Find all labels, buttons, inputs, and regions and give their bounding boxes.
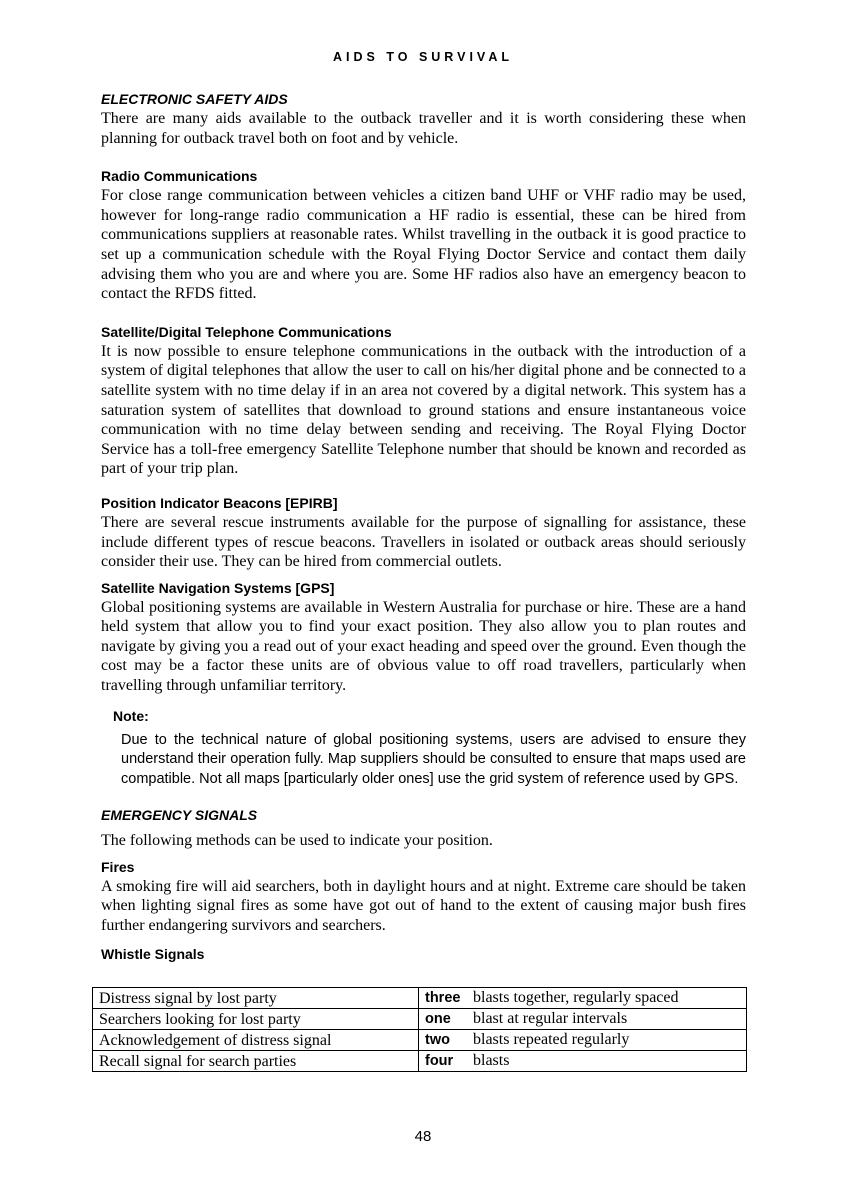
section-title-electronic-safety-aids: ELECTRONIC SAFETY AIDS — [101, 91, 288, 107]
radio-paragraph: For close range communication between vehicles a citizen band UHF or VHF radio may be used, however for long-range radio communication a HF radio is essential, these can be hired from communications suppliers at reasonable rates. Whilst travelling in the outback it is good practice to set up a communication schedule with the Royal Flying Doctor Service and contact them daily advising them who you are and where you are. Some HF radios also have an emergency beacon to contact the RFDS fitted. — [101, 187, 746, 303]
subheading-gps: Satellite Navigation Systems [GPS] — [101, 579, 335, 596]
note-label: Note: — [113, 707, 149, 724]
running-head: AIDS TO SURVIVAL — [333, 50, 513, 64]
subheading-epirb: Position Indicator Beacons [EPIRB] — [101, 494, 338, 511]
section-title-emergency-signals: EMERGENCY SIGNALS — [101, 807, 258, 824]
situation-cell: Recall signal for search parties — [93, 1051, 419, 1072]
blast-count: one — [425, 1011, 451, 1027]
situation-cell: Acknowledgement of distress signal — [93, 1030, 419, 1051]
blast-count: two — [425, 1032, 450, 1048]
subheading-fires: Fires — [101, 858, 135, 875]
epirb-paragraph: There are several rescue instruments available for the purpose of signalling for assistance, these include different types of rescue beacons. Travellers in isolated or outback areas should seriously consider their use. They can be hired from commercial outlets. — [101, 513, 746, 571]
blast-pattern: blast at regular intervals — [473, 1010, 628, 1027]
blast-pattern: blasts together, regularly spaced — [473, 989, 679, 1006]
signal-cell — [419, 1009, 747, 1030]
signal-cell — [419, 988, 747, 1009]
whistle-signals-table — [92, 987, 747, 1072]
table-row — [93, 1030, 747, 1051]
subheading-radio-communications: Radio Communications — [101, 168, 258, 185]
page-content — [101, 89, 746, 964]
table-row — [93, 1009, 747, 1030]
table-row — [93, 1051, 747, 1072]
satellite-telephone-paragraph: It is now possible to ensure telephone communications in the outback with the introduction of a system of digital telephones that allow the user to call on his/her digital phone and be connected to a satellite system with no time delay if in an area not covered by a digital network. This system has a saturation system of satellites that download to ground stations and ensure instantaneous voice communication with no time delay between sending and receiving. The Royal Flying Doctor Service has a toll-free emergency Satellite Telephone number that should be known and recorded as part of your trip plan. — [101, 342, 746, 478]
subheading-whistle-signals: Whistle Signals — [101, 945, 205, 962]
subheading-satellite-telephone: Satellite/Digital Telephone Communications — [101, 323, 392, 340]
note-paragraph: Due to the technical nature of global positioning systems, users are advised to ensure they understand their operation fully. Map suppliers should be consulted to ensure that maps used are compatible. Not all maps [particularly older ones] use the grid system of reference used by GPS. — [121, 731, 746, 787]
electronic-intro-paragraph: There are many aids available to the outback traveller and it is worth considering these when planning for outback travel both on foot and by vehicle. — [101, 110, 746, 147]
blast-count: four — [425, 1053, 454, 1069]
signal-cell — [419, 1030, 747, 1051]
blast-pattern: blasts — [473, 1052, 510, 1069]
table-row — [93, 988, 747, 1009]
blast-pattern: blasts repeated regularly — [473, 1031, 630, 1048]
blast-count: three — [425, 990, 461, 1006]
situation-cell: Searchers looking for lost party — [93, 1009, 419, 1030]
gps-paragraph: Global positioning systems are available in Western Australia for purchase or hire. These are a hand held system that allow you to find your exact position. They also allow you to plan routes and navigate by giving you a read out of your exact heading and speed over the ground. Even though the cost may be a factor these units are of obvious value to off road travellers, particularly when travelling through unfamiliar territory. — [101, 598, 746, 695]
page-number: 48 — [414, 1128, 432, 1145]
signal-cell — [419, 1051, 747, 1072]
situation-cell: Distress signal by lost party — [93, 988, 419, 1009]
emergency-intro-paragraph: The following methods can be used to indicate your position. — [101, 832, 493, 850]
fires-paragraph: A smoking fire will aid searchers, both in daylight hours and at night. Extreme care should be taken when lighting signal fires as some have got out of hand to the extent of causing major bush fires further endangering survivors and searchers. — [101, 877, 746, 934]
